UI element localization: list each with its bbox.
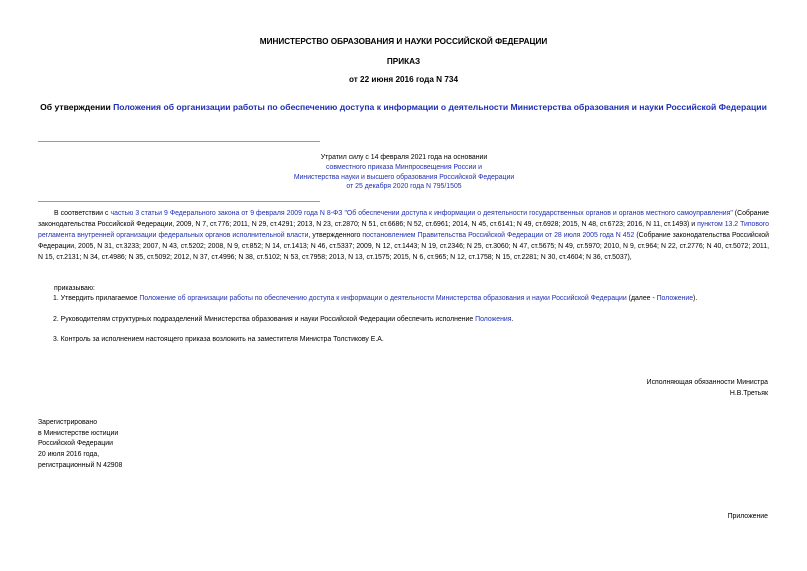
signature-role: Исполняющая обязанности Министра — [646, 379, 768, 386]
order-item-2: 2. Руководителям структурных подразделений Министерства образования и науки Российской Федерации обеспечить исполнение Положения. — [53, 316, 514, 323]
item-2-regulation-link[interactable]: Положения — [475, 316, 512, 323]
preamble-text-1: (Собрание законодательства Российской Федерации, 2009, N 7, ст.776; 2011, N 29, ст.4291; 2013, N 23, ст.2870; N 51, ст.6686; N 52, ст.6961; 2014, N 45, ст.6141; N 49, ст.6928; 2015, N 48, ст.6723; 2016, N 11, ст.1493) и — [38, 210, 770, 228]
lost-force-link-3[interactable]: от 25 декабря 2020 года N 795/1505 — [346, 183, 462, 191]
preamble-text-2: , утвержденного — [308, 231, 363, 239]
preamble-decree-link[interactable]: постановлением Правительства Российской Федерации от 28 июля 2005 года N 452 — [362, 231, 635, 239]
preamble-prefix: В соответствии с — [54, 210, 111, 217]
divider-bottom — [38, 201, 320, 202]
item-1-regulation-link[interactable]: Положение об организации работы по обеспечению доступа к информации о деятельности Министерства образования и науки Российской Федерации — [139, 295, 627, 302]
preamble-text-3: (Собрание законодательства Российской Федерации, 2005, N 31, ст.3233; 2007, N 43, ст.5202; 2008, N 9, ст.852; N 14, ст.1413; N 46, ст.5337; 2009, N 12, ст.1443; N 19, ст.2346; N 25, ст.3060; N 47, ст.5675; N 49, ст.5970; 2010, N 9, ст.964; N 22, ст.2776; N 40, ст.5072; 2011, N 15, ст.2131; N 34, ст.4986; N 35, ст.5092; 2012, N 37, ст.4996; N 38, ст.5102; N 53, ст.7958; 2013, N 13, ст.1575; 2015, N 6, ст.965; N 12, ст.1758; N 15, ст.2281; N 30, ст.4604; N 36, ст.5037), — [38, 231, 769, 261]
order-word: приказываю: — [54, 285, 95, 292]
ministry-heading: МИНИСТЕРСТВО ОБРАЗОВАНИЯ И НАУКИ РОССИЙСКОЙ ФЕДЕРАЦИИ — [259, 37, 548, 46]
title-prefix: Об утверждении — [40, 102, 114, 112]
preamble-law-link[interactable]: частью 3 статьи 9 Федерального закона от 9 февраля 2009 года N 8-ФЗ "Об обеспечении доступа к информации о деятельности государственных органов и органов местного самоуправления" — [110, 210, 733, 217]
lost-force-link-2[interactable]: Министерства науки и высшего образования Российской Федерации — [293, 173, 515, 181]
item-1-short-link[interactable]: Положение — [656, 295, 694, 302]
order-item-1: 1. Утвердить прилагаемое Положение об организации работы по обеспечению доступа к информации о деятельности Министерства образования и науки Российской Федерации (далее - Положение). — [53, 295, 698, 302]
divider-top — [38, 141, 320, 142]
lost-force-link-1[interactable]: совместного приказа Минпросвещения России и — [326, 163, 482, 171]
document-date-number: от 22 июня 2016 года N 734 — [348, 75, 459, 84]
signature-block — [647, 378, 768, 399]
title-link[interactable]: Положения об организации работы по обеспечению доступа к информации о деятельности Министерства образования и науки Российской Федерации — [113, 102, 767, 112]
document-title — [38, 102, 769, 114]
document-type: ПРИКАЗ — [386, 57, 421, 66]
preamble-paragraph — [38, 209, 769, 264]
registration-block: Зарегистрировано в Министерстве юстиции Российской Федерации 20 июля 2016 года, регистрационный N 42908 — [38, 419, 123, 469]
lost-force-note — [234, 153, 574, 192]
signature-name: Н.В.Третьяк — [729, 389, 768, 397]
preamble-regulation-link[interactable]: пунктом 13.2 Типового регламента внутренней организации федеральных органов исполнительной власти — [38, 220, 770, 239]
appendix-label: Приложение — [727, 513, 768, 520]
order-item-3: 3. Контроль за исполнением настоящего приказа возложить на заместителя Министра Толстикову Е.А. — [53, 336, 384, 343]
lost-force-line: Утратил силу с 14 февраля 2021 года на основании — [320, 154, 488, 161]
